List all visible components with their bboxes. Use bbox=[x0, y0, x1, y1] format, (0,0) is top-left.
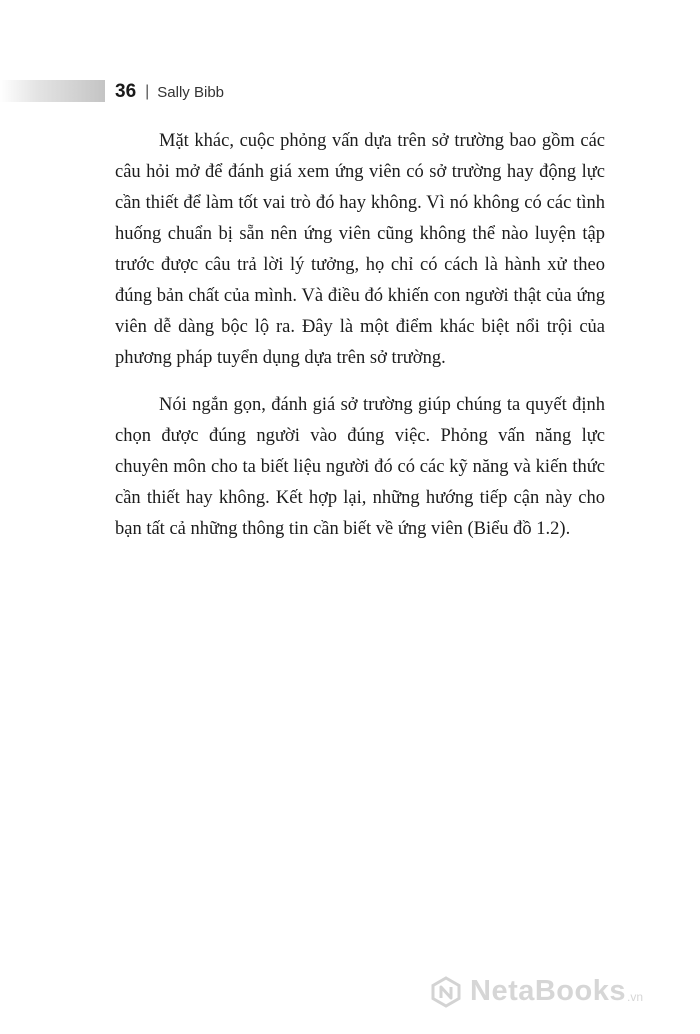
watermark-text: NetaBooks bbox=[470, 975, 626, 1007]
paragraph-2: Nói ngắn gọn, đánh giá sở trường giúp chúng ta quyết định chọn được đúng người vào đúng việc. Phỏng vấn năng lực chuyên môn cho ta biết liệu người đó có các kỹ năng và kiến thức cần thiết hay không. Kết hợp lại, những hướng tiếp cận này cho bạn tất cả những thông tin cần biết về ứng viên (Biểu đồ 1.2). bbox=[115, 395, 605, 539]
watermark bbox=[430, 975, 643, 1008]
running-head-author: Sally Bibb bbox=[157, 83, 224, 101]
header-separator: | bbox=[145, 83, 150, 100]
paragraph-1: Mặt khác, cuộc phỏng vấn dựa trên sở trường bao gồm các câu hỏi mở để đánh giá xem ứng viên có sở trường hay động lực cần thiết để làm tốt vai trò đó hay không. Vì nó không có các tình huống chuẩn bị sẵn nên ứng viên cũng không thể nào luyện tập trước được câu trả lời lý tưởng, họ chỉ có cách là hành xử theo đúng bản chất của mình. Và điều đó khiến con người thật của ứng viên dễ dàng bộc lộ ra. Đây là một điểm khác biệt nổi trội của phương pháp tuyển dụng dựa trên sở trường. bbox=[115, 131, 605, 368]
netabooks-logo-icon bbox=[430, 976, 462, 1008]
page-header bbox=[115, 80, 224, 104]
watermark-suffix: .vn bbox=[627, 990, 644, 1004]
body-text bbox=[115, 126, 605, 561]
page-number: 36 bbox=[115, 81, 137, 102]
header-gradient-bar bbox=[0, 80, 105, 102]
